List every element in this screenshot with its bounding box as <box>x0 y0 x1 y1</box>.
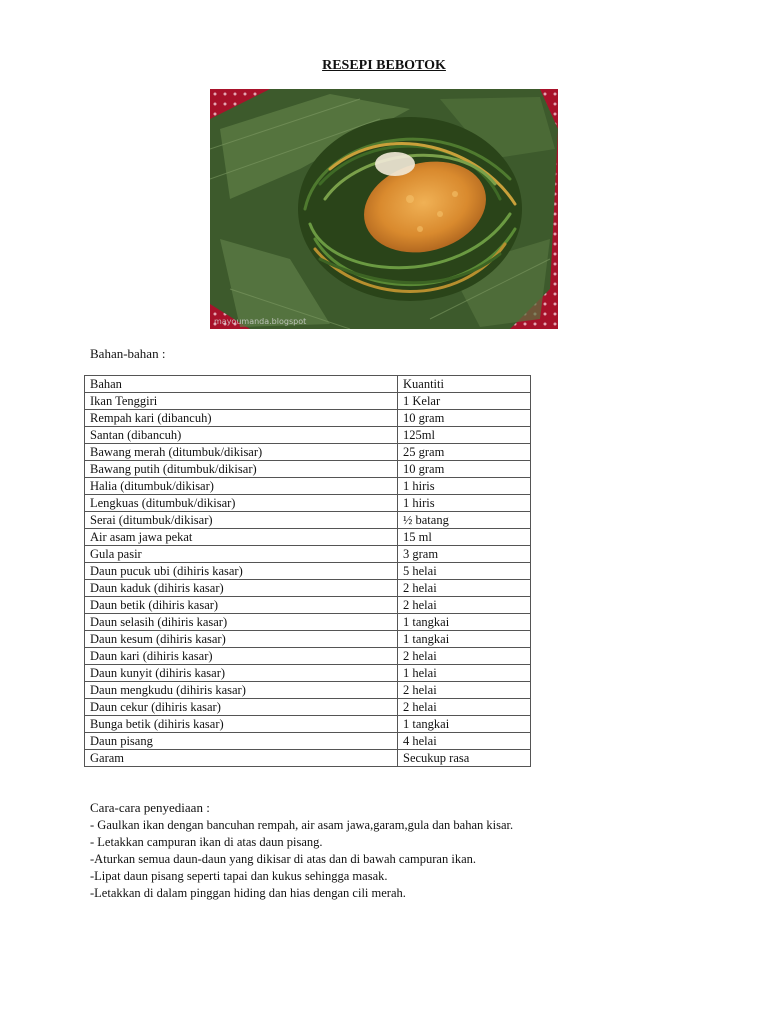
header-bahan: Bahan <box>85 376 398 393</box>
table-row <box>85 410 531 427</box>
ingredient-quantity: 25 gram <box>398 444 531 461</box>
table-row <box>85 631 531 648</box>
table-row <box>85 529 531 546</box>
ingredient-name: Ikan Tenggiri <box>85 393 398 410</box>
ingredient-quantity: 2 helai <box>398 648 531 665</box>
method-label: Cara-cara penyediaan : <box>90 800 210 815</box>
ingredient-quantity: 1 Kelar <box>398 393 531 410</box>
table-row <box>85 461 531 478</box>
ingredient-name: Gula pasir <box>85 546 398 563</box>
ingredient-name: Serai (ditumbuk/dikisar) <box>85 512 398 529</box>
ingredient-name: Daun mengkudu (dihiris kasar) <box>85 682 398 699</box>
method-step: - Letakkan campuran ikan di atas daun pisang. <box>90 835 323 849</box>
ingredient-quantity: 15 ml <box>398 529 531 546</box>
method-step: -Letakkan di dalam pinggan hiding dan hias dengan cili merah. <box>90 886 406 900</box>
table-row <box>85 733 531 750</box>
ingredient-quantity: 1 hiris <box>398 495 531 512</box>
table-row <box>85 427 531 444</box>
ingredient-quantity: 1 hiris <box>398 478 531 495</box>
ingredient-name: Daun kaduk (dihiris kasar) <box>85 580 398 597</box>
method-step: -Lipat daun pisang seperti tapai dan kukus sehingga masak. <box>90 869 388 883</box>
ingredient-name: Daun kesum (dihiris kasar) <box>85 631 398 648</box>
method-step: -Aturkan semua daun-daun yang dikisar di atas dan di bawah campuran ikan. <box>90 852 476 866</box>
ingredient-name: Air asam jawa pekat <box>85 529 398 546</box>
ingredient-quantity: 3 gram <box>398 546 531 563</box>
ingredient-quantity: 1 tangkai <box>398 716 531 733</box>
table-row <box>85 512 531 529</box>
table-row <box>85 699 531 716</box>
ingredient-quantity: 5 helai <box>398 563 531 580</box>
ingredient-name: Halia (ditumbuk/dikisar) <box>85 478 398 495</box>
table-row <box>85 495 531 512</box>
table-row <box>85 478 531 495</box>
method-step: - Gaulkan ikan dengan bancuhan rempah, air asam jawa,garam,gula dan bahan kisar. <box>90 818 514 832</box>
table-row <box>85 648 531 665</box>
ingredient-name: Daun kari (dihiris kasar) <box>85 648 398 665</box>
ingredient-quantity: 2 helai <box>398 682 531 699</box>
ingredient-quantity: 10 gram <box>398 461 531 478</box>
method-steps <box>90 817 513 902</box>
page-title: RESEPI BEBOTOK <box>322 58 446 73</box>
ingredient-name: Daun kunyit (dihiris kasar) <box>85 665 398 682</box>
table-row <box>85 665 531 682</box>
ingredient-name: Daun betik (dihiris kasar) <box>85 597 398 614</box>
ingredient-name: Garam <box>85 750 398 767</box>
ingredient-quantity: 2 helai <box>398 699 531 716</box>
ingredient-name: Bawang putih (ditumbuk/dikisar) <box>85 461 398 478</box>
table-row <box>85 580 531 597</box>
ingredient-quantity: 1 tangkai <box>398 614 531 631</box>
table-row <box>85 716 531 733</box>
ingredients-label: Bahan-bahan : <box>90 346 166 361</box>
ingredient-quantity: 4 helai <box>398 733 531 750</box>
ingredient-name: Daun pisang <box>85 733 398 750</box>
ingredient-quantity: 125ml <box>398 427 531 444</box>
watermark: mayoumanda.blogspot <box>214 317 307 326</box>
table-row <box>85 750 531 767</box>
ingredient-name: Santan (dibancuh) <box>85 427 398 444</box>
ingredient-quantity: 2 helai <box>398 597 531 614</box>
ingredient-name: Bawang merah (ditumbuk/dikisar) <box>85 444 398 461</box>
ingredient-quantity: Secukup rasa <box>398 750 531 767</box>
recipe-photo <box>210 89 558 329</box>
table-row <box>85 563 531 580</box>
ingredient-quantity: ½ batang <box>398 512 531 529</box>
table-row <box>85 682 531 699</box>
ingredient-quantity: 2 helai <box>398 580 531 597</box>
ingredient-name: Rempah kari (dibancuh) <box>85 410 398 427</box>
ingredient-name: Lengkuas (ditumbuk/dikisar) <box>85 495 398 512</box>
table-row <box>85 546 531 563</box>
ingredients-table <box>84 375 531 767</box>
ingredient-name: Daun selasih (dihiris kasar) <box>85 614 398 631</box>
ingredient-quantity: 1 tangkai <box>398 631 531 648</box>
table-header-row <box>85 376 531 393</box>
header-kuantiti: Kuantiti <box>398 376 531 393</box>
table-row <box>85 393 531 410</box>
ingredient-name: Daun pucuk ubi (dihiris kasar) <box>85 563 398 580</box>
ingredient-name: Daun cekur (dihiris kasar) <box>85 699 398 716</box>
ingredient-quantity: 1 helai <box>398 665 531 682</box>
ingredient-quantity: 10 gram <box>398 410 531 427</box>
ingredient-name: Bunga betik (dihiris kasar) <box>85 716 398 733</box>
table-row <box>85 597 531 614</box>
table-row <box>85 444 531 461</box>
table-row <box>85 614 531 631</box>
